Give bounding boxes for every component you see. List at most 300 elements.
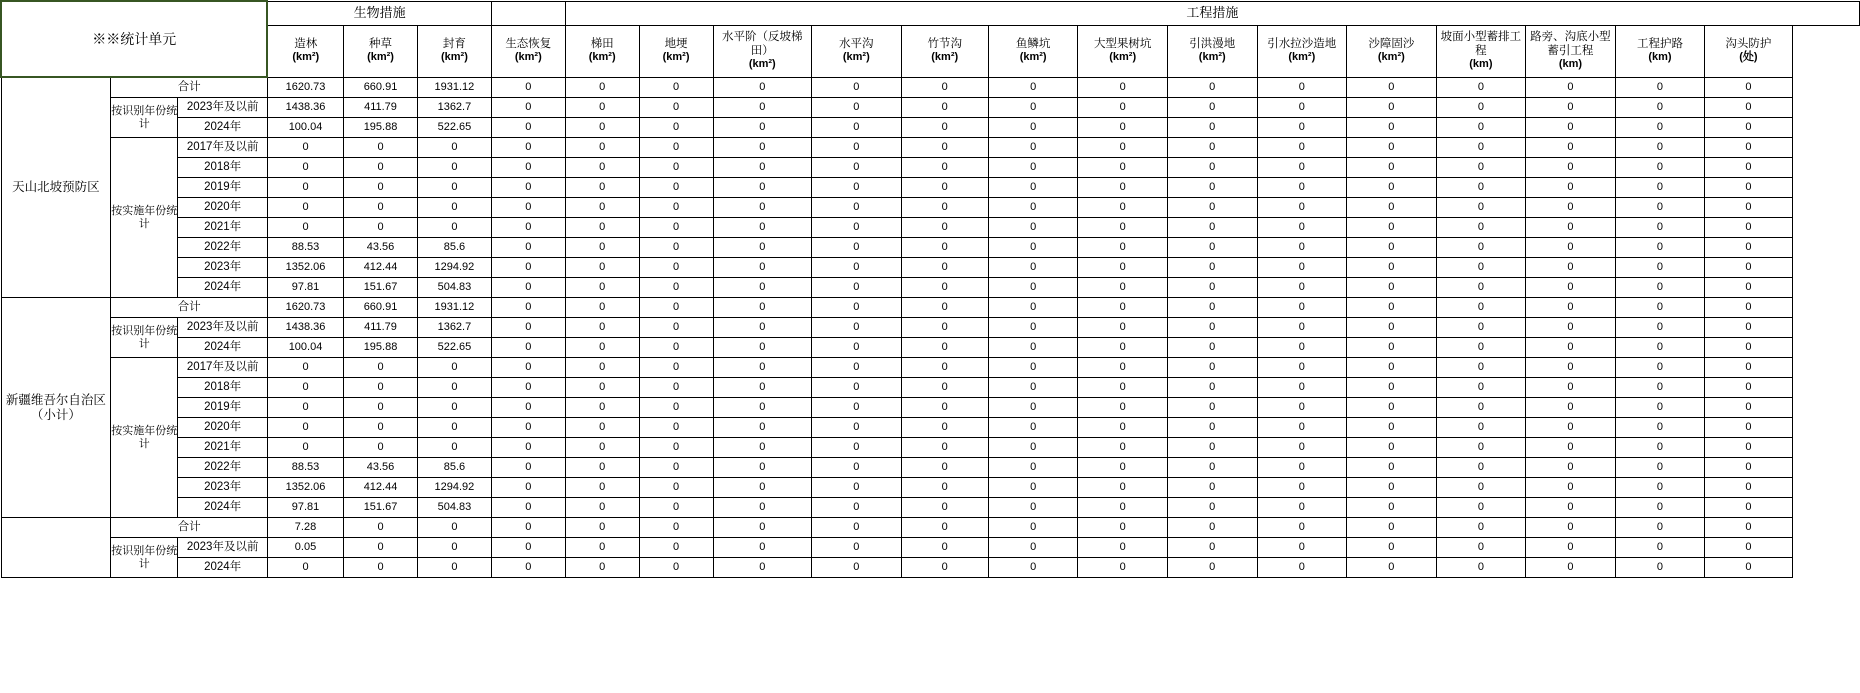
table-cell[interactable]: 0 xyxy=(1167,178,1257,198)
table-cell[interactable]: 0 xyxy=(565,118,639,138)
table-cell[interactable]: 1620.73 xyxy=(267,298,343,318)
table-cell[interactable]: 0 xyxy=(1436,458,1526,478)
table-cell[interactable]: 0 xyxy=(988,298,1078,318)
table-cell[interactable]: 0 xyxy=(417,398,491,418)
table-cell[interactable]: 0 xyxy=(812,458,902,478)
table-cell[interactable]: 0 xyxy=(491,358,565,378)
table-cell[interactable]: 0 xyxy=(1347,238,1437,258)
table-cell[interactable]: 0 xyxy=(1705,118,1792,138)
table-cell[interactable]: 0 xyxy=(1436,418,1526,438)
table-cell[interactable]: 1294.92 xyxy=(417,258,491,278)
table-cell[interactable]: 522.65 xyxy=(417,118,491,138)
table-cell[interactable]: 1362.7 xyxy=(417,318,491,338)
table-cell[interactable]: 0 xyxy=(344,138,418,158)
table-cell[interactable]: 0 xyxy=(988,218,1078,238)
table-cell[interactable]: 0 xyxy=(267,378,343,398)
table-cell[interactable]: 0 xyxy=(901,418,988,438)
table-cell[interactable]: 0 xyxy=(1257,238,1347,258)
table-cell[interactable]: 0 xyxy=(1615,318,1705,338)
table-row[interactable] xyxy=(1,398,1860,418)
table-cell[interactable]: 0 xyxy=(1615,278,1705,298)
table-cell[interactable]: 0 xyxy=(812,98,902,118)
table-cell[interactable]: 0 xyxy=(1167,77,1257,98)
table-row[interactable] xyxy=(1,298,1860,318)
table-cell[interactable]: 0 xyxy=(713,558,812,578)
table-row[interactable] xyxy=(1,458,1860,478)
table-cell[interactable]: 0 xyxy=(1615,438,1705,458)
table-cell[interactable]: 0 xyxy=(713,77,812,98)
table-cell[interactable]: 0 xyxy=(901,558,988,578)
table-cell[interactable]: 0 xyxy=(491,478,565,498)
table-cell[interactable]: 412.44 xyxy=(344,478,418,498)
table-cell[interactable]: 0 xyxy=(1078,358,1168,378)
table-cell[interactable]: 0 xyxy=(713,518,812,538)
table-cell[interactable]: 0 xyxy=(1526,198,1616,218)
table-cell[interactable]: 0 xyxy=(713,178,812,198)
table-cell[interactable]: 411.79 xyxy=(344,98,418,118)
table-cell[interactable]: 0 xyxy=(1347,518,1437,538)
table-cell[interactable]: 0 xyxy=(565,518,639,538)
table-cell[interactable]: 0 xyxy=(417,538,491,558)
table-cell[interactable]: 0 xyxy=(267,418,343,438)
table-cell[interactable]: 0 xyxy=(491,298,565,318)
table-cell[interactable]: 0 xyxy=(417,418,491,438)
table-cell[interactable]: 0 xyxy=(639,378,713,398)
table-cell[interactable]: 0 xyxy=(491,438,565,458)
table-cell[interactable]: 0 xyxy=(1078,478,1168,498)
table-cell[interactable]: 0 xyxy=(417,358,491,378)
table-cell[interactable]: 0 xyxy=(1257,178,1347,198)
table-cell[interactable]: 0 xyxy=(565,538,639,558)
table-cell[interactable]: 1352.06 xyxy=(267,478,343,498)
table-cell[interactable]: 0 xyxy=(1705,498,1792,518)
table-cell[interactable]: 0 xyxy=(1436,438,1526,458)
table-cell[interactable]: 0 xyxy=(1526,238,1616,258)
table-cell[interactable]: 0 xyxy=(1436,318,1526,338)
table-cell[interactable]: 0 xyxy=(1078,278,1168,298)
table-cell[interactable]: 0 xyxy=(988,358,1078,378)
table-cell[interactable]: 0 xyxy=(1167,278,1257,298)
table-cell[interactable]: 0 xyxy=(639,458,713,478)
table-cell[interactable]: 0 xyxy=(491,538,565,558)
table-cell[interactable]: 0 xyxy=(565,418,639,438)
table-cell[interactable]: 0 xyxy=(639,438,713,458)
table-row[interactable] xyxy=(1,218,1860,238)
table-cell[interactable]: 0 xyxy=(1078,218,1168,238)
table-cell[interactable]: 0 xyxy=(1347,458,1437,478)
table-cell[interactable]: 0 xyxy=(1436,77,1526,98)
table-cell[interactable]: 1438.36 xyxy=(267,318,343,338)
table-cell[interactable]: 0 xyxy=(901,258,988,278)
table-cell[interactable]: 0 xyxy=(491,518,565,538)
table-cell[interactable]: 0 xyxy=(1257,138,1347,158)
table-cell[interactable]: 0 xyxy=(565,198,639,218)
table-cell[interactable]: 0 xyxy=(901,538,988,558)
table-cell[interactable]: 0 xyxy=(1615,258,1705,278)
table-cell[interactable]: 0 xyxy=(988,438,1078,458)
table-row[interactable] xyxy=(1,358,1860,378)
table-cell[interactable]: 0 xyxy=(639,77,713,98)
table-cell[interactable]: 0 xyxy=(812,558,902,578)
table-cell[interactable]: 0 xyxy=(1167,418,1257,438)
table-cell[interactable]: 0 xyxy=(565,478,639,498)
table-cell[interactable]: 0 xyxy=(417,198,491,218)
table-cell[interactable]: 0 xyxy=(1705,77,1792,98)
table-cell[interactable]: 0 xyxy=(267,198,343,218)
table-row[interactable] xyxy=(1,498,1860,518)
table-cell[interactable]: 0 xyxy=(1615,238,1705,258)
table-cell[interactable]: 0 xyxy=(565,98,639,118)
table-cell[interactable]: 0 xyxy=(1078,118,1168,138)
table-cell[interactable]: 0 xyxy=(812,138,902,158)
table-cell[interactable]: 0 xyxy=(344,558,418,578)
table-cell[interactable]: 1620.73 xyxy=(267,77,343,98)
table-cell[interactable]: 0 xyxy=(713,278,812,298)
table-cell[interactable]: 0 xyxy=(1526,318,1616,338)
table-cell[interactable]: 0 xyxy=(1257,278,1347,298)
table-cell[interactable]: 100.04 xyxy=(267,118,343,138)
table-cell[interactable]: 97.81 xyxy=(267,278,343,298)
table-cell[interactable]: 0 xyxy=(812,438,902,458)
table-cell[interactable]: 522.65 xyxy=(417,338,491,358)
table-cell[interactable]: 0 xyxy=(491,498,565,518)
table-cell[interactable]: 0 xyxy=(1078,378,1168,398)
table-cell[interactable]: 0 xyxy=(1167,458,1257,478)
table-cell[interactable]: 0 xyxy=(1526,98,1616,118)
table-cell[interactable]: 0 xyxy=(565,558,639,578)
table-cell[interactable]: 0 xyxy=(491,198,565,218)
table-cell[interactable]: 100.04 xyxy=(267,338,343,358)
table-cell[interactable]: 0 xyxy=(344,178,418,198)
table-cell[interactable]: 0 xyxy=(1167,518,1257,538)
table-cell[interactable]: 0 xyxy=(1167,438,1257,458)
table-cell[interactable]: 0 xyxy=(491,118,565,138)
table-cell[interactable]: 0 xyxy=(639,478,713,498)
table-cell[interactable]: 0 xyxy=(1526,558,1616,578)
table-cell[interactable]: 0 xyxy=(639,238,713,258)
table-cell[interactable]: 0 xyxy=(1078,198,1168,218)
table-cell[interactable]: 0 xyxy=(1705,178,1792,198)
table-cell[interactable]: 0 xyxy=(1347,398,1437,418)
table-cell[interactable]: 0 xyxy=(565,338,639,358)
table-row[interactable] xyxy=(1,438,1860,458)
table-cell[interactable]: 0 xyxy=(988,458,1078,478)
table-cell[interactable]: 0 xyxy=(1078,558,1168,578)
table-cell[interactable]: 0 xyxy=(1705,518,1792,538)
table-cell[interactable]: 0 xyxy=(1078,77,1168,98)
table-cell[interactable]: 0 xyxy=(417,378,491,398)
table-cell[interactable]: 0 xyxy=(491,558,565,578)
table-cell[interactable]: 0 xyxy=(1436,118,1526,138)
table-cell[interactable]: 0 xyxy=(639,298,713,318)
table-cell[interactable]: 0 xyxy=(1347,298,1437,318)
table-cell[interactable]: 0 xyxy=(1526,77,1616,98)
table-cell[interactable]: 0 xyxy=(639,518,713,538)
table-cell[interactable]: 0 xyxy=(1167,358,1257,378)
table-cell[interactable]: 0 xyxy=(1436,238,1526,258)
table-cell[interactable]: 0 xyxy=(1257,77,1347,98)
table-cell[interactable]: 0 xyxy=(1347,118,1437,138)
table-cell[interactable]: 0 xyxy=(417,158,491,178)
table-cell[interactable]: 0 xyxy=(901,278,988,298)
table-cell[interactable]: 0.05 xyxy=(267,538,343,558)
table-cell[interactable]: 0 xyxy=(1347,378,1437,398)
table-cell[interactable]: 0 xyxy=(1257,98,1347,118)
table-row[interactable] xyxy=(1,238,1860,258)
table-cell[interactable]: 0 xyxy=(713,258,812,278)
table-cell[interactable]: 151.67 xyxy=(344,278,418,298)
table-cell[interactable]: 0 xyxy=(713,298,812,318)
table-cell[interactable]: 0 xyxy=(713,118,812,138)
table-cell[interactable]: 0 xyxy=(344,438,418,458)
table-cell[interactable]: 0 xyxy=(1347,418,1437,438)
table-cell[interactable]: 0 xyxy=(491,458,565,478)
table-cell[interactable]: 0 xyxy=(1705,398,1792,418)
table-cell[interactable]: 0 xyxy=(491,238,565,258)
table-cell[interactable]: 0 xyxy=(1347,538,1437,558)
table-cell[interactable]: 0 xyxy=(812,398,902,418)
table-cell[interactable]: 0 xyxy=(344,358,418,378)
table-cell[interactable]: 0 xyxy=(713,358,812,378)
table-cell[interactable]: 0 xyxy=(1257,538,1347,558)
table-cell[interactable]: 0 xyxy=(1705,98,1792,118)
table-cell[interactable]: 0 xyxy=(812,478,902,498)
table-cell[interactable]: 504.83 xyxy=(417,278,491,298)
table-cell[interactable]: 0 xyxy=(344,198,418,218)
table-cell[interactable]: 0 xyxy=(1257,438,1347,458)
table-cell[interactable]: 0 xyxy=(1705,478,1792,498)
table-cell[interactable]: 0 xyxy=(713,98,812,118)
table-cell[interactable]: 0 xyxy=(1436,358,1526,378)
table-cell[interactable]: 0 xyxy=(1526,218,1616,238)
table-cell[interactable]: 0 xyxy=(1257,118,1347,138)
table-row[interactable] xyxy=(1,77,1860,98)
table-cell[interactable]: 0 xyxy=(1257,358,1347,378)
table-cell[interactable]: 0 xyxy=(1347,338,1437,358)
table-cell[interactable]: 0 xyxy=(1526,118,1616,138)
table-cell[interactable]: 0 xyxy=(1257,478,1347,498)
table-row[interactable] xyxy=(1,558,1860,578)
table-cell[interactable]: 0 xyxy=(1347,178,1437,198)
table-cell[interactable]: 0 xyxy=(491,398,565,418)
table-row[interactable] xyxy=(1,378,1860,398)
table-row[interactable] xyxy=(1,538,1860,558)
table-cell[interactable]: 0 xyxy=(988,238,1078,258)
table-cell[interactable]: 0 xyxy=(639,158,713,178)
table-cell[interactable]: 0 xyxy=(491,178,565,198)
table-cell[interactable]: 0 xyxy=(1167,558,1257,578)
table-cell[interactable]: 0 xyxy=(565,378,639,398)
table-cell[interactable]: 0 xyxy=(1615,298,1705,318)
table-cell[interactable]: 1931.12 xyxy=(417,77,491,98)
table-cell[interactable]: 0 xyxy=(1347,278,1437,298)
table-cell[interactable]: 0 xyxy=(417,178,491,198)
table-cell[interactable]: 0 xyxy=(1615,418,1705,438)
table-cell[interactable]: 0 xyxy=(417,218,491,238)
table-cell[interactable]: 0 xyxy=(1615,218,1705,238)
table-cell[interactable]: 0 xyxy=(1615,518,1705,538)
table-cell[interactable]: 0 xyxy=(1167,118,1257,138)
table-cell[interactable]: 0 xyxy=(1436,158,1526,178)
table-cell[interactable]: 0 xyxy=(812,238,902,258)
table-cell[interactable]: 0 xyxy=(639,198,713,218)
table-cell[interactable]: 0 xyxy=(988,398,1078,418)
table-cell[interactable]: 0 xyxy=(713,378,812,398)
table-cell[interactable]: 0 xyxy=(565,238,639,258)
table-cell[interactable]: 0 xyxy=(713,218,812,238)
table-cell[interactable]: 0 xyxy=(1615,498,1705,518)
table-cell[interactable]: 0 xyxy=(344,378,418,398)
table-cell[interactable]: 0 xyxy=(344,418,418,438)
table-cell[interactable]: 1438.36 xyxy=(267,98,343,118)
table-cell[interactable]: 0 xyxy=(1615,77,1705,98)
table-cell[interactable]: 0 xyxy=(1347,77,1437,98)
table-cell[interactable]: 0 xyxy=(901,118,988,138)
table-cell[interactable]: 504.83 xyxy=(417,498,491,518)
table-cell[interactable]: 0 xyxy=(1078,138,1168,158)
table-cell[interactable]: 0 xyxy=(1436,398,1526,418)
table-cell[interactable]: 0 xyxy=(713,418,812,438)
table-cell[interactable]: 0 xyxy=(1167,218,1257,238)
table-cell[interactable]: 0 xyxy=(1526,338,1616,358)
table-cell[interactable]: 0 xyxy=(1705,378,1792,398)
table-cell[interactable]: 660.91 xyxy=(344,298,418,318)
table-cell[interactable]: 0 xyxy=(988,558,1078,578)
table-cell[interactable]: 0 xyxy=(812,318,902,338)
table-cell[interactable]: 0 xyxy=(713,538,812,558)
table-cell[interactable]: 0 xyxy=(812,358,902,378)
table-cell[interactable]: 0 xyxy=(988,518,1078,538)
table-row[interactable] xyxy=(1,178,1860,198)
table-cell[interactable]: 0 xyxy=(901,178,988,198)
table-cell[interactable]: 85.6 xyxy=(417,458,491,478)
table-cell[interactable]: 0 xyxy=(565,438,639,458)
table-cell[interactable]: 0 xyxy=(901,398,988,418)
table-cell[interactable]: 0 xyxy=(1436,98,1526,118)
table-cell[interactable]: 0 xyxy=(1347,558,1437,578)
table-cell[interactable]: 0 xyxy=(267,178,343,198)
table-cell[interactable]: 0 xyxy=(1167,538,1257,558)
table-cell[interactable]: 0 xyxy=(565,358,639,378)
table-cell[interactable]: 0 xyxy=(1615,118,1705,138)
table-cell[interactable]: 0 xyxy=(565,278,639,298)
table-cell[interactable]: 85.6 xyxy=(417,238,491,258)
table-cell[interactable]: 0 xyxy=(812,158,902,178)
table-cell[interactable]: 1362.7 xyxy=(417,98,491,118)
table-cell[interactable]: 0 xyxy=(1526,298,1616,318)
table-cell[interactable]: 0 xyxy=(1078,298,1168,318)
table-cell[interactable]: 0 xyxy=(565,298,639,318)
table-cell[interactable]: 0 xyxy=(1167,298,1257,318)
table-cell[interactable]: 0 xyxy=(1615,198,1705,218)
table-cell[interactable]: 151.67 xyxy=(344,498,418,518)
table-cell[interactable]: 0 xyxy=(1526,478,1616,498)
table-cell[interactable]: 0 xyxy=(1257,198,1347,218)
table-row[interactable] xyxy=(1,278,1860,298)
table-cell[interactable]: 0 xyxy=(1526,378,1616,398)
table-cell[interactable]: 0 xyxy=(1257,338,1347,358)
table-cell[interactable]: 0 xyxy=(1705,138,1792,158)
table-cell[interactable]: 0 xyxy=(1526,158,1616,178)
table-cell[interactable]: 0 xyxy=(988,498,1078,518)
table-cell[interactable]: 0 xyxy=(988,118,1078,138)
table-cell[interactable]: 0 xyxy=(713,478,812,498)
table-cell[interactable]: 0 xyxy=(344,538,418,558)
table-cell[interactable]: 0 xyxy=(639,358,713,378)
table-cell[interactable]: 0 xyxy=(1526,458,1616,478)
table-cell[interactable]: 0 xyxy=(1705,258,1792,278)
table-cell[interactable]: 0 xyxy=(713,238,812,258)
table-cell[interactable]: 0 xyxy=(1078,458,1168,478)
table-row[interactable] xyxy=(1,138,1860,158)
table-cell[interactable]: 0 xyxy=(988,318,1078,338)
table-cell[interactable]: 0 xyxy=(1167,258,1257,278)
table-cell[interactable]: 1294.92 xyxy=(417,478,491,498)
table-cell[interactable]: 0 xyxy=(1705,158,1792,178)
table-cell[interactable]: 0 xyxy=(1436,178,1526,198)
table-cell[interactable]: 0 xyxy=(812,518,902,538)
table-cell[interactable]: 0 xyxy=(491,98,565,118)
table-cell[interactable]: 0 xyxy=(812,218,902,238)
table-cell[interactable]: 0 xyxy=(491,278,565,298)
table-cell[interactable]: 0 xyxy=(988,178,1078,198)
table-cell[interactable]: 0 xyxy=(1257,298,1347,318)
table-cell[interactable]: 0 xyxy=(1436,218,1526,238)
table-row[interactable] xyxy=(1,258,1860,278)
table-cell[interactable]: 0 xyxy=(1257,498,1347,518)
table-cell[interactable]: 0 xyxy=(1078,518,1168,538)
table-cell[interactable]: 0 xyxy=(1347,358,1437,378)
table-cell[interactable]: 0 xyxy=(713,138,812,158)
table-cell[interactable]: 0 xyxy=(812,278,902,298)
table-cell[interactable]: 0 xyxy=(1257,318,1347,338)
table-cell[interactable]: 0 xyxy=(565,158,639,178)
table-cell[interactable]: 0 xyxy=(901,438,988,458)
table-cell[interactable]: 0 xyxy=(639,558,713,578)
table-cell[interactable]: 0 xyxy=(344,158,418,178)
table-cell[interactable]: 0 xyxy=(565,398,639,418)
table-cell[interactable]: 0 xyxy=(1526,498,1616,518)
table-cell[interactable]: 0 xyxy=(491,338,565,358)
table-cell[interactable]: 7.28 xyxy=(267,518,343,538)
table-cell[interactable]: 0 xyxy=(565,138,639,158)
table-row[interactable] xyxy=(1,158,1860,178)
table-cell[interactable]: 0 xyxy=(491,158,565,178)
table-cell[interactable]: 0 xyxy=(988,198,1078,218)
table-cell[interactable]: 0 xyxy=(1436,138,1526,158)
table-cell[interactable]: 0 xyxy=(565,458,639,478)
table-cell[interactable]: 0 xyxy=(901,318,988,338)
table-cell[interactable]: 0 xyxy=(1078,398,1168,418)
table-cell[interactable]: 0 xyxy=(1078,238,1168,258)
table-cell[interactable]: 0 xyxy=(1078,438,1168,458)
table-cell[interactable]: 0 xyxy=(417,438,491,458)
table-cell[interactable]: 0 xyxy=(267,398,343,418)
table-cell[interactable]: 0 xyxy=(1526,138,1616,158)
table-cell[interactable]: 0 xyxy=(639,398,713,418)
table-cell[interactable]: 0 xyxy=(1167,98,1257,118)
table-cell[interactable]: 0 xyxy=(1615,98,1705,118)
table-row[interactable] xyxy=(1,518,1860,538)
table-cell[interactable]: 0 xyxy=(1436,538,1526,558)
table-cell[interactable]: 0 xyxy=(812,118,902,138)
table-row[interactable] xyxy=(1,98,1860,118)
table-cell[interactable]: 0 xyxy=(1436,198,1526,218)
table-cell[interactable]: 0 xyxy=(1347,98,1437,118)
table-cell[interactable]: 0 xyxy=(639,98,713,118)
table-cell[interactable]: 0 xyxy=(565,318,639,338)
table-cell[interactable]: 0 xyxy=(1436,558,1526,578)
